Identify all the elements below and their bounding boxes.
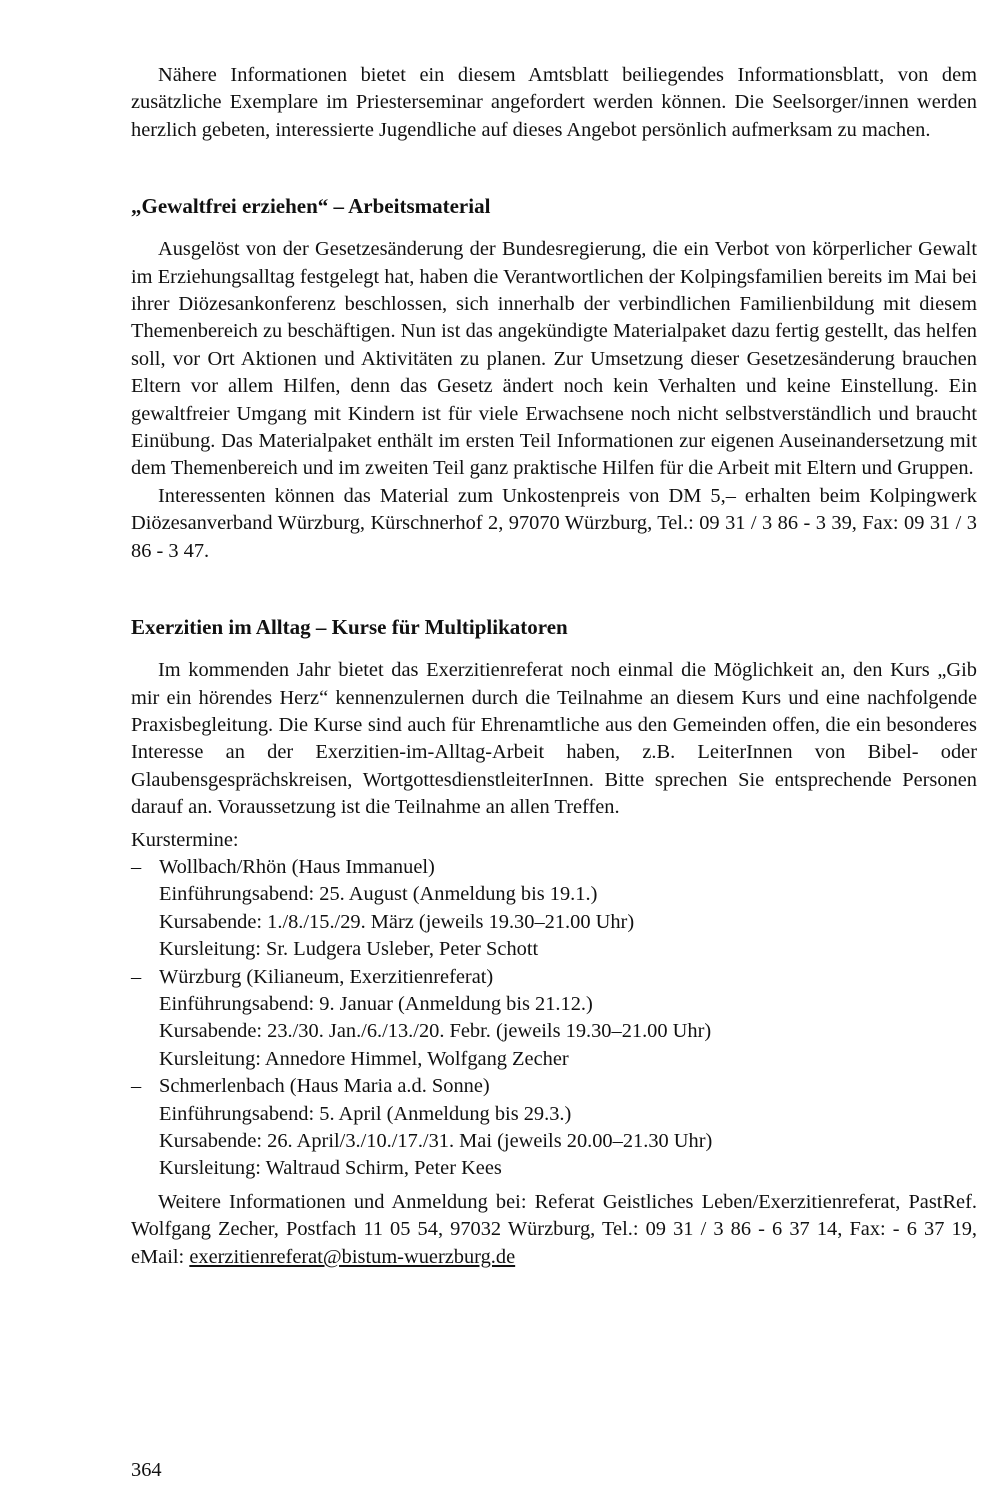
termin-intro-evening: Einführungsabend: 25. August (Anmeldung bis 19.1.) <box>159 883 598 906</box>
termin-sessions: Kursabende: 1./8./15./29. März (jeweils 19.30–21.00 Uhr) <box>159 910 635 933</box>
list-dash: – <box>131 1075 142 1098</box>
spacer <box>131 220 977 236</box>
termin-item <box>131 1073 977 1183</box>
termin-leaders: Kursleitung: Sr. Ludgera Usleber, Peter Schott <box>159 938 539 961</box>
page-number: 364 <box>131 1459 162 1481</box>
list-dash: – <box>131 855 142 878</box>
termin-location: Würzburg (Kilianeum, Exerzitienreferat) <box>159 965 494 988</box>
intro-paragraph: Nähere Informationen bietet ein diesem Amtsblatt beiliegendes Informationsblatt, von dem zusätzliche Exemplare im Priesterseminar angefordert werden können. Die Seelsorger/innen werden herzlich gebeten, interessierte Jugendliche auf dieses Angebot persönlich aufmerksam zu machen. <box>131 64 977 141</box>
termin-leaders: Kursleitung: Annedore Himmel, Wolfgang Zecher <box>159 1047 569 1070</box>
termin-item <box>131 854 977 964</box>
contact-text: Weitere Informationen und Anmeldung bei: Referat Geistliches Leben/Exerzitienreferat, PastRef. Wolfgang Zecher, Postfach 11 05 54, 97032 Würzburg, Tel.: 09 31 / 3 86 - 6 37 14, Fax: - 6 37 19, eMail: <box>131 1190 977 1268</box>
spacer <box>131 144 977 192</box>
termin-sessions: Kursabende: 23./30. Jan./6./13./20. Febr. (jeweils 19.30–21.00 Uhr) <box>159 1020 712 1043</box>
termin-intro-evening: Einführungsabend: 9. Januar (Anmeldung bis 21.12.) <box>159 992 593 1015</box>
email-link[interactable]: exerzitienreferat@bistum-wuerzburg.de <box>189 1245 516 1268</box>
contact-paragraph <box>131 1189 977 1271</box>
document-page <box>131 62 977 1271</box>
termin-location-row <box>131 1073 977 1100</box>
termin-location: Schmerlenbach (Haus Maria a.d. Sonne) <box>159 1075 490 1098</box>
spacer <box>131 565 977 613</box>
termin-location: Wollbach/Rhön (Haus Immanuel) <box>159 855 435 878</box>
section2-paragraph-1: Im kommenden Jahr bietet das Exerzitienreferat noch einmal die Möglichkeit an, den Kurs „Gib mir ein hörendes Herz“ kennenzulernen durch die Teilnahme an diesem Kurs und eine nachfolgende Praxisbegleitung. Die Kurse sind auch für Ehrenamtliche aus den Gemeinden offen, die ein besonderes Interesse an der Exerzitien-im-Alltag-Arbeit haben, z.B. LeiterInnen von Bibel- oder Glaubensgesprächskreisen, WortgottesdienstleiterInnen. Bitte sprechen Sie entsprechende Personen darauf an. Voraussetzung ist die Teilnahme an allen Treffen. <box>131 659 977 819</box>
section1-paragraph-1: Ausgelöst von der Gesetzesänderung der Bundesregierung, die ein Verbot von körperlicher Gewalt im Erziehungsalltag festgelegt hat, haben die Verantwortlichen der Kolpingsfamilien bereits im Mai bei ihrer Diözesankonferenz beschlossen, sich innerhalb der verbindlichen Familienbildung mit diesem Themenbereich zu beschäftigen. Nun ist das angekündigte Materialpaket dazu fertig gestellt, das helfen soll, vor Ort Aktionen und Aktivitäten zu planen. Zur Umsetzung dieser Gesetzesänderung brauchen Eltern vor allem Hilfen, denn das Gesetz ändert noch kein Verhalten und keine Einstellung. Ein gewaltfreier Umgang mit Kindern ist für viele Erwachsene noch nicht selbstverständlich und braucht Einübung. Das Materialpaket enthält im ersten Teil Informationen zur eigenen Auseinandersetzung mit dem Themenbereich und im zweiten Teil ganz praktische Hilfen für die Arbeit mit Eltern und Gruppen. <box>131 238 977 480</box>
termin-leaders: Kursleitung: Waltraud Schirm, Peter Kees <box>159 1157 502 1180</box>
section-heading-gewaltfrei: „Gewaltfrei erziehen“ – Arbeitsmaterial <box>131 194 491 219</box>
spacer <box>131 641 977 657</box>
kurstermine-label: Kurstermine: <box>131 828 239 851</box>
termin-location-row <box>131 854 977 881</box>
kurstermine-list <box>131 854 977 1183</box>
section-heading-exerzitien: Exerzitien im Alltag – Kurse für Multiplikatoren <box>131 615 568 640</box>
termin-location-row <box>131 964 977 991</box>
section1-paragraph-2: Interessenten können das Material zum Unkostenpreis von DM 5,– erhalten beim Kolpingwerk Diözesanverband Würzburg, Kürschnerhof 2, 97070 Würzburg, Tel.: 09 31 / 3 86 - 3 39, Fax: 09 31 / 3 86 - 3 47. <box>131 484 977 562</box>
termin-item <box>131 964 977 1074</box>
termin-sessions: Kursabende: 26. April/3./10./17./31. Mai (jeweils 20.00–21.30 Uhr) <box>159 1130 713 1152</box>
termin-intro-evening: Einführungsabend: 5. April (Anmeldung bis 29.3.) <box>159 1102 572 1125</box>
list-dash: – <box>131 965 142 988</box>
